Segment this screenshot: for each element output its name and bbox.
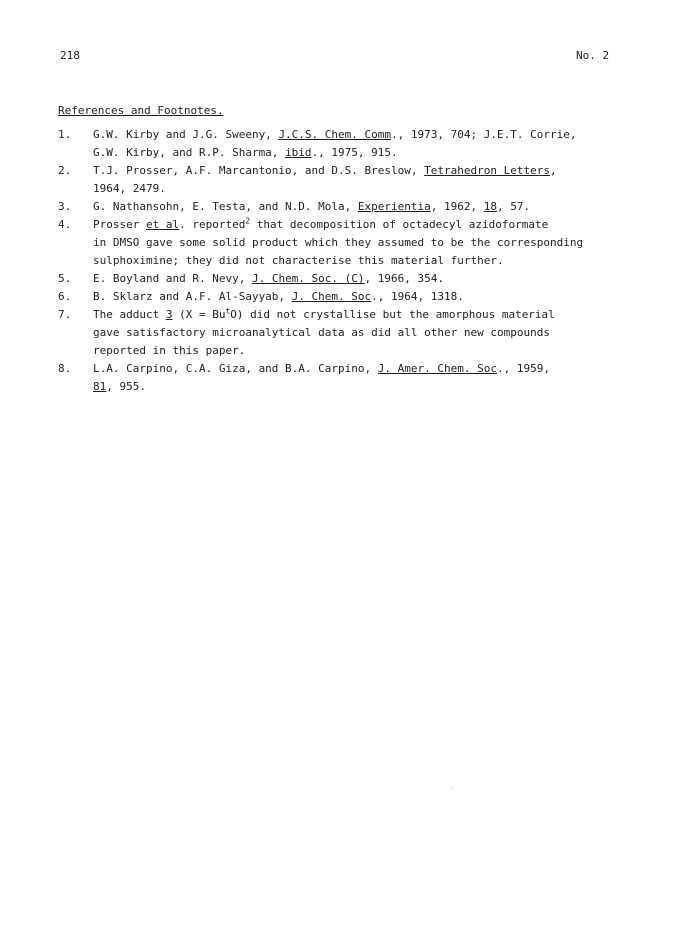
reference-text: E. Boyland and R. Nevy, J. Chem. Soc. (C), 1966, 354. bbox=[93, 272, 445, 285]
et-al: et al bbox=[145, 218, 180, 231]
page-number: 218 bbox=[60, 49, 80, 62]
reference-1 bbox=[58, 126, 638, 162]
reference-text: G.W. Kirby and J.G. Sweeny, J.C.S. Chem. Comm., 1973, 704; J.E.T. Corrie, G.W. Kirby, and R.P. Sharma, ibid., 1975, 915. bbox=[93, 128, 577, 159]
volume-number: 18 bbox=[483, 200, 497, 213]
reference-number: 6. bbox=[58, 290, 72, 303]
reference-6 bbox=[58, 288, 638, 306]
reference-number: 5. bbox=[58, 272, 72, 285]
reference-4 bbox=[58, 216, 638, 270]
issue-number: No. 2 bbox=[576, 49, 610, 62]
reference-text: Prosser et al. reported$^2$ that decomposition of octadecyl azidoformate in DMSO gave some solid product which they assumed to be the corresponding sulphoximine; they did not characterise this material further. bbox=[93, 216, 584, 267]
journal-name: J. Chem. Soc bbox=[291, 290, 372, 303]
journal-name: J. Chem. Soc. (C) bbox=[251, 272, 365, 285]
superscript: 2 bbox=[245, 216, 251, 226]
reference-number: 7. bbox=[58, 308, 72, 321]
journal-name: J.C.S. Chem. Comm bbox=[278, 128, 392, 141]
volume-number: 81 bbox=[93, 380, 107, 393]
journal-name: Tetrahedron Letters bbox=[424, 164, 550, 177]
reference-number: 3. bbox=[58, 200, 72, 213]
reference-number: 4. bbox=[58, 218, 72, 231]
section-heading: References and Footnotes. bbox=[58, 104, 224, 117]
reference-text: The adduct 3 $(X = Bu^tO)$ did not crystallise but the amorphous material gave satisfactory microanalytical data as did all other new compounds reported in this paper. bbox=[93, 306, 555, 357]
reference-text: T.J. Prosser, A.F. Marcantonio, and D.S. Breslow, Tetrahedron Letters, 1964, 2479. bbox=[93, 164, 557, 195]
journal-name: J. Amer. Chem. Soc bbox=[377, 362, 497, 375]
reference-5 bbox=[58, 270, 638, 288]
reference-text: G. Nathansohn, E. Testa, and N.D. Mola, Experientia, 1962, 18, 57. bbox=[93, 200, 531, 213]
reference-number: 2. bbox=[58, 164, 72, 177]
reference-3 bbox=[58, 198, 638, 216]
compound-number: 3 bbox=[165, 308, 173, 321]
reference-text: B. Sklarz and A.F. Al-Sayyab, J. Chem. Soc., 1964, 1318. bbox=[93, 290, 464, 303]
scan-speck bbox=[452, 787, 453, 788]
reference-text: L.A. Carpino, C.A. Giza, and B.A. Carpino, J. Amer. Chem. Soc., 1959, 81, 955. bbox=[93, 362, 550, 393]
reference-number: 8. bbox=[58, 362, 72, 375]
reference-2 bbox=[58, 162, 638, 198]
reference-8 bbox=[58, 360, 638, 396]
superscript: t bbox=[225, 306, 231, 316]
reference-number: 1. bbox=[58, 128, 72, 141]
journal-name: ibid bbox=[285, 146, 312, 159]
journal-name: Experientia bbox=[357, 200, 431, 213]
reference-7 bbox=[58, 306, 638, 360]
reference-list bbox=[58, 126, 638, 396]
